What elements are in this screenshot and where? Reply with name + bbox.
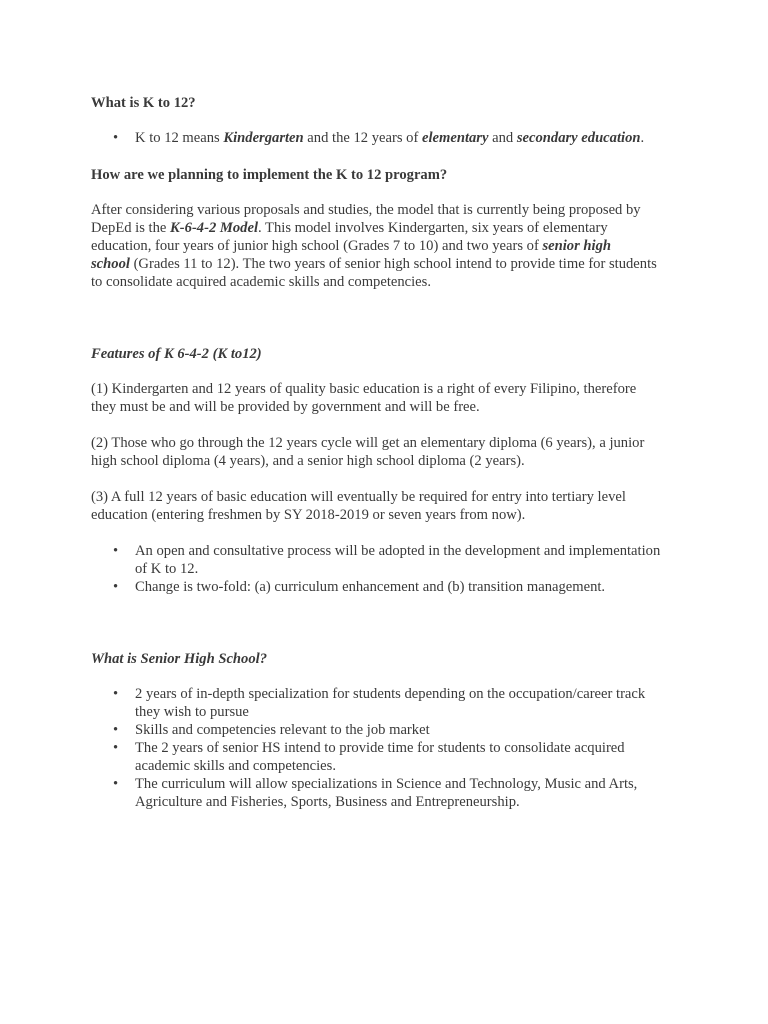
list-item: • An open and consultative process will be adopted in the development and implementation of K to 12. <box>113 543 661 577</box>
feature-item-1: (1) Kindergarten and 12 years of quality basic education is a right of every Filipino, therefore they must be and will be provided by government and will be free. <box>91 381 637 415</box>
bullet-icon: • <box>113 740 119 756</box>
paragraph-model-description: After considering various proposals and studies, the model that is currently being proposed by DepEd is the K-6-4-2 Model. This model involves Kindergarten, six years of elementary education, four years of junior high school (Grades 7 to 10) and two years of senior high school (Grades 11 to 12). The two years of senior high school intend to provide time for students to consolidate acquired academic skills and competencies. <box>91 202 657 290</box>
heading-what-is-shs: What is Senior High School? <box>91 651 267 667</box>
bullet-icon: • <box>113 543 119 559</box>
feature-item-3: (3) A full 12 years of basic education will eventually be required for entry into tertiary level education (entering freshmen by SY 2018-2019 or seven years from now). <box>91 489 626 523</box>
list-item: • K to 12 means Kindergarten and the 12 years of elementary and secondary education. <box>113 130 645 146</box>
heading-what-is-k12: What is K to 12? <box>91 95 196 111</box>
bullet-icon: • <box>113 579 119 595</box>
bullet-icon: • <box>113 130 119 146</box>
heading-how-implement: How are we planning to implement the K to 12 program? <box>91 167 448 183</box>
bullet-icon: • <box>113 686 119 702</box>
bullet-icon: • <box>113 776 119 792</box>
list-item: • The curriculum will allow specializations in Science and Technology, Music and Arts, Agriculture and Fisheries, Sports, Business and Entrepreneurship. <box>113 776 638 810</box>
list-item: • Change is two-fold: (a) curriculum enhancement and (b) transition management. <box>113 579 606 595</box>
heading-features: Features of K 6-4-2 (K to12) <box>91 346 262 362</box>
shs-bullet-list <box>91 685 691 811</box>
feature-item-2: (2) Those who go through the 12 years cycle will get an elementary diploma (6 years), a junior high school diploma (4 years), and a senior high school diploma (2 years). <box>91 435 645 469</box>
features-bullet-list <box>91 542 691 596</box>
list-item: • The 2 years of senior HS intend to provide time for students to consolidate acquired academic skills and competencies. <box>113 740 625 774</box>
list-item: • Skills and competencies relevant to the job market <box>113 722 430 738</box>
list-item: • 2 years of in-depth specialization for students depending on the occupation/career track they wish to pursue <box>113 686 646 720</box>
bullet-icon: • <box>113 722 119 738</box>
k12-definition-list <box>91 129 691 147</box>
